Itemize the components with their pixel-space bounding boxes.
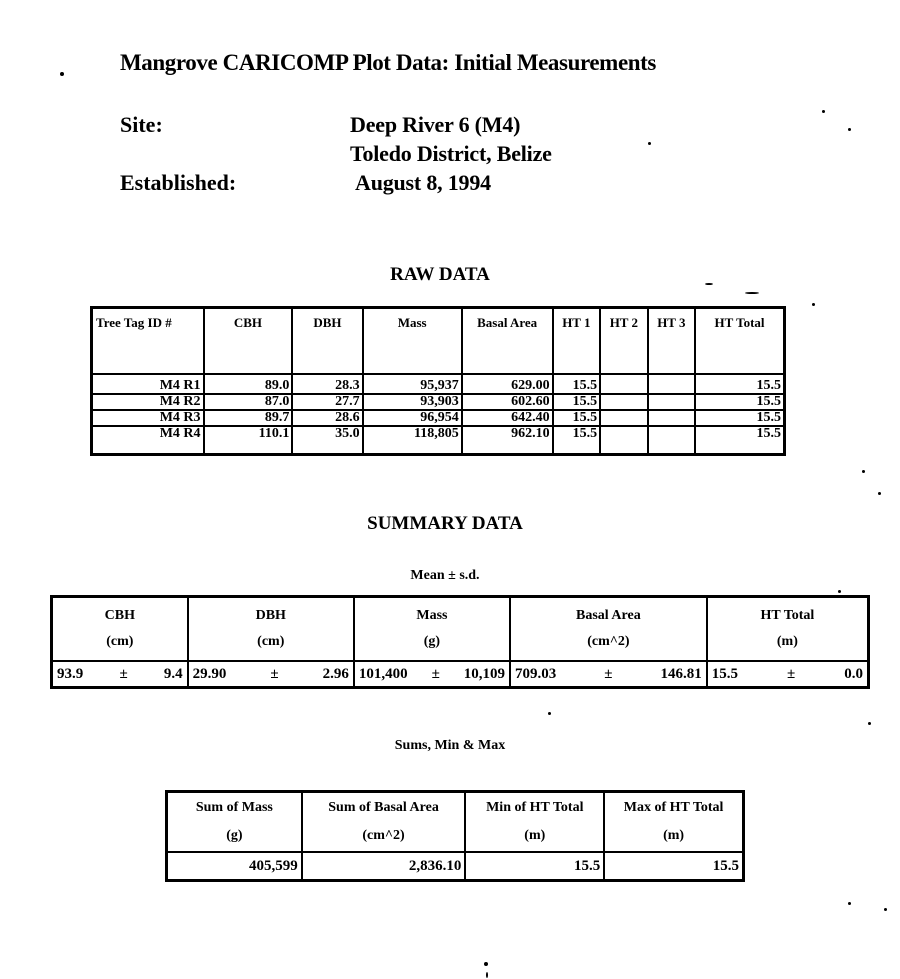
- table-cell: 642.40: [462, 410, 553, 426]
- summary-col-unit: (cm^2): [587, 634, 630, 649]
- table-cell: 602.60: [462, 394, 553, 410]
- table-cell: [600, 426, 648, 455]
- table-cell: 2,836.10: [302, 852, 466, 881]
- raw-col-header: Tree Tag ID #: [92, 308, 204, 375]
- sums-col-unit: (m): [663, 828, 685, 843]
- table-cell: 87.0: [204, 394, 293, 410]
- table-cell: 15.5: [695, 374, 784, 394]
- summary-col-name: HT Total: [760, 608, 815, 623]
- scan-speck: [838, 590, 841, 593]
- table-cell: [52, 661, 188, 688]
- scan-speck: [848, 902, 851, 905]
- table-cell: 15.5: [695, 394, 784, 410]
- summary-col-unit: (cm): [106, 634, 134, 649]
- table-cell: [648, 410, 696, 426]
- table-cell: [510, 661, 707, 688]
- established-label: Established:: [120, 170, 237, 195]
- summary-col-header: [188, 597, 354, 662]
- sums-col-name: Max of HT Total: [623, 800, 724, 815]
- scan-speck: [745, 292, 759, 294]
- table-cell: 89.7: [204, 410, 293, 426]
- table-cell: M4 R4: [92, 426, 204, 455]
- table-cell: 15.5: [465, 852, 604, 881]
- summary-data-heading: SUMMARY DATA: [367, 513, 523, 534]
- summary-col-header: [707, 597, 869, 662]
- table-cell: [648, 374, 696, 394]
- table-row: [167, 852, 744, 881]
- raw-col-header: HT 2: [600, 308, 648, 375]
- mean-value: 29.90: [192, 665, 227, 682]
- table-cell: 118,805: [363, 426, 462, 455]
- table-cell: 93,903: [363, 394, 462, 410]
- raw-col-header: Mass: [363, 308, 462, 375]
- table-cell: M4 R2: [92, 394, 204, 410]
- scan-speck: [648, 142, 651, 145]
- sd-value: 9.4: [163, 665, 183, 682]
- site-label: Site:: [120, 112, 163, 137]
- table-row: [52, 661, 869, 688]
- table-cell: 35.0: [292, 426, 362, 455]
- table-row: [92, 394, 785, 410]
- table-cell: M4 R3: [92, 410, 204, 426]
- table-cell: 28.6: [292, 410, 362, 426]
- mean-value: 93.9: [57, 665, 84, 682]
- sd-value: 0.0: [844, 665, 863, 682]
- summary-col-header: [354, 597, 510, 662]
- raw-col-header: Basal Area: [462, 308, 553, 375]
- summary-col-name: Mass: [416, 608, 448, 623]
- sums-min-max-heading: Sums, Min & Max: [394, 738, 506, 753]
- table-cell: [648, 394, 696, 410]
- table-cell: 27.7: [292, 394, 362, 410]
- table-cell: 15.5: [553, 374, 601, 394]
- summary-col-name: CBH: [104, 608, 135, 623]
- raw-header-row: [92, 308, 785, 375]
- table-cell: [600, 374, 648, 394]
- mean-sd-subheading: Mean ± s.d.: [410, 568, 480, 583]
- table-cell: 15.5: [695, 426, 784, 455]
- scan-speck: [868, 722, 871, 725]
- raw-col-header: HT Total: [695, 308, 784, 375]
- raw-col-header: CBH: [204, 308, 293, 375]
- scan-speck: [812, 303, 815, 306]
- summary-col-header: [52, 597, 188, 662]
- scan-speck: [848, 128, 851, 131]
- table-cell: 15.5: [604, 852, 743, 881]
- table-row: [92, 410, 785, 426]
- sums-col-name: Sum of Mass: [195, 800, 273, 815]
- table-cell: 405,599: [167, 852, 302, 881]
- raw-data-table: [90, 306, 786, 456]
- table-cell: 629.00: [462, 374, 553, 394]
- plus-minus-sign: ±: [787, 665, 796, 682]
- table-cell: 89.0: [204, 374, 293, 394]
- scan-speck: [60, 72, 64, 76]
- mean-value: 709.03: [514, 665, 557, 682]
- mean-value: 101,400: [358, 665, 408, 682]
- sums-col-header: [302, 792, 466, 853]
- table-cell: [354, 661, 510, 688]
- sums-col-header: [465, 792, 604, 853]
- table-cell: 15.5: [553, 426, 601, 455]
- summary-col-unit: (cm): [257, 634, 285, 649]
- summary-col-name: Basal Area: [576, 608, 641, 623]
- sums-col-header: [604, 792, 743, 853]
- document-title: Mangrove CARICOMP Plot Data: Initial Measurements: [120, 50, 656, 75]
- table-cell: 15.5: [695, 410, 784, 426]
- sums-col-unit: (m): [524, 828, 546, 843]
- table-cell: 28.3: [292, 374, 362, 394]
- scan-speck: [705, 283, 713, 285]
- sums-col-unit: (cm^2): [362, 828, 405, 843]
- table-cell: 15.5: [553, 394, 601, 410]
- sd-value: 2.96: [322, 665, 349, 682]
- scan-speck: [884, 908, 887, 911]
- site-name: Deep River 6 (M4): [350, 112, 521, 137]
- sums-col-unit: (g): [226, 828, 243, 843]
- established-date: August 8, 1994: [355, 170, 491, 195]
- summary-table: [50, 595, 870, 689]
- sums-col-header: [167, 792, 302, 853]
- table-cell: [600, 394, 648, 410]
- table-cell: [707, 661, 869, 688]
- mean-value: 15.5: [711, 665, 739, 682]
- raw-col-header: HT 3: [648, 308, 696, 375]
- table-cell: [188, 661, 354, 688]
- plus-minus-sign: ±: [431, 665, 440, 682]
- table-row: [92, 374, 785, 394]
- plus-minus-sign: ±: [270, 665, 279, 682]
- sums-header-row: [167, 792, 744, 853]
- table-cell: [648, 426, 696, 455]
- summary-col-name: DBH: [255, 608, 286, 623]
- summary-col-unit: (g): [423, 634, 441, 649]
- scan-speck: [862, 470, 865, 473]
- sums-col-name: Min of HT Total: [486, 800, 584, 815]
- summary-header-row: [52, 597, 869, 662]
- table-cell: M4 R1: [92, 374, 204, 394]
- table-cell: 110.1: [204, 426, 293, 455]
- raw-data-heading: RAW DATA: [390, 264, 490, 285]
- table-cell: 96,954: [363, 410, 462, 426]
- summary-col-header: [510, 597, 707, 662]
- sd-value: 146.81: [660, 665, 702, 682]
- table-row: [92, 426, 785, 455]
- site-location: Toledo District, Belize: [350, 141, 552, 166]
- sums-col-name: Sum of Basal Area: [328, 800, 439, 815]
- scan-speck: [484, 962, 488, 966]
- raw-col-header: DBH: [292, 308, 362, 375]
- summary-col-unit: (m): [776, 634, 798, 649]
- scan-speck: [548, 712, 551, 715]
- table-cell: 15.5: [553, 410, 601, 426]
- scan-speck: [486, 972, 488, 978]
- scan-speck: [878, 492, 881, 495]
- raw-col-header: HT 1: [553, 308, 601, 375]
- scan-speck: [822, 110, 825, 113]
- sums-min-max-table: [165, 790, 745, 882]
- plus-minus-sign: ±: [119, 665, 128, 682]
- table-cell: 95,937: [363, 374, 462, 394]
- table-cell: [600, 410, 648, 426]
- plus-minus-sign: ±: [604, 665, 613, 682]
- sd-value: 10,109: [463, 665, 505, 682]
- table-cell: 962.10: [462, 426, 553, 455]
